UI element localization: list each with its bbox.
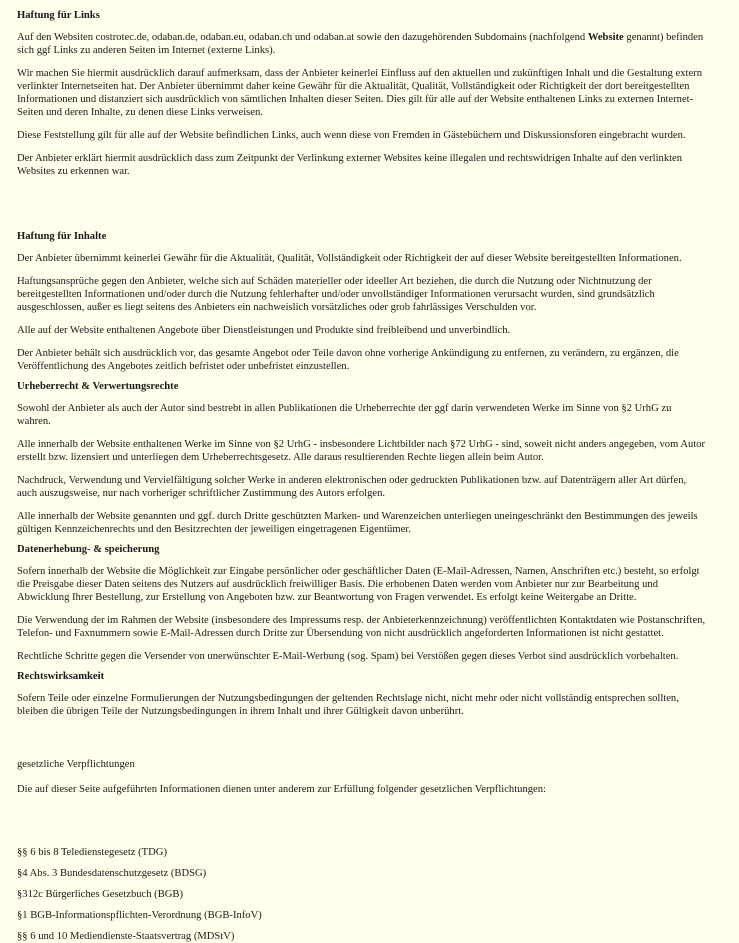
paragraph: Wir machen Sie hiermit ausdrücklich darauf aufmerksam, dass der Anbieter keinerlei Einfluss auf den aktuellen und zukünftigen Inhalt und die Gestaltung extern verlinkter Internetseiten hat. Der Anbieter übernimmt daher keine Gewähr für die Aktualität, Qualität, Vollständigkeit oder Richtigkeit der dort bereitgestellten Informationen und distanziert sich ausdrücklich von sämtlichen Inhalten dieser Seiten. Dies gilt für alle auf der Website enthaltenen Links zu externen Internet-Seiten und deren Inhalte, zu denen diese Links verweisen. [17,68,703,118]
law-list [17,846,707,943]
list-item: §312c Bürgerliches Gesetzbuch (BGB) [17,889,184,900]
paragraph: Die auf dieser Seite aufgeführten Informationen dienen unter anderem zur Erfüllung folgender gesetzlichen Verpflichtungen: [17,784,546,795]
paragraph-text: Auf den Websiten costrotec.de, odaban.de, odaban.eu, odaban.ch und odaban.at sowie den dazugehörenden Subdomains (nachfolgend [17,32,588,43]
spacer [17,806,707,846]
section-heading: Haftung für Links [17,10,100,21]
website-term: Website [587,32,624,43]
paragraph: Sowohl der Anbieter als auch der Autor sind bestrebt in allen Publikationen die Urheberrechte der ggf darin verwendeten Werke im Sinne von §2 UrhG zu wahren. [17,403,672,427]
paragraph: Die Verwendung der im Rahmen der Website (insbesondere des Impressums resp. der Anbieterkennzeichnung) veröffentlichten Kontaktdaten wie Postanschriften, Telefon- und Faxnummern sowie E-Mail-Adressen durch Dritte zur Übersendung von nicht ausdrücklich angeforderten Informationen ist nicht gestattet. [17,615,706,639]
paragraph: Rechtliche Schritte gegen die Versender von unerwünschter E-Mail-Werbung (sog. Spam) bei Verstößen gegen dieses Verbot sind ausdrücklich vorbehalten. [17,651,679,662]
paragraph: Sofern Teile oder einzelne Formulierungen der Nutzungsbedingungen der geltenden Rechtslage nicht, nicht mehr oder nicht vollständig entsprechen sollten, bleiben die übrigen Teile der Nutzungsbedingungen in ihrem Inhalt und ihrer Gültigkeit davon unberührt. [17,693,679,717]
paragraph: Haftungsansprüche gegen den Anbieter, welche sich auf Schäden materieller oder ideeller Art beziehen, die durch die Nutzung oder Nichtnutzung der bereitgestellten Informationen und/oder durch die Nutzung fehlerhafter und/oder unvollständiger Informationen verursacht wurden, sind grundsätzlich ausgeschlossen, außer es liegt seitens des Anbieters ein nachweislich vorsätzliches oder grob fahrlässiges Verschulden vor. [17,276,655,313]
list-item: §1 BGB-Informationspflichten-Verordnung (BGB-InfoV) [17,910,262,921]
paragraph: Der Anbieter behält sich ausdrücklich vor, das gesamte Angebot oder Teile davon ohne vorherige Ankündigung zu entfernen, zu verändern, zu ergänzen, die Veröffentlichung des Angebotes zeitlich befristet oder unbefristet einzustellen. [17,348,679,372]
section-heading: Urheberrecht & Verwertungsrechte [17,381,179,392]
section-heading: gesetzliche Verpflichtungen [17,759,135,770]
paragraph-text: genannt) befinden sich ggf Links zu anderen Seiten im Internet (externe Links). [17,32,704,56]
paragraph [17,31,707,57]
paragraph: Nachdruck, Verwendung und Vervielfältigung solcher Werke in anderen elektronischen oder gedruckten Publikationen bzw. auf Datenträgern aller Art dürfen, auch auszugsweise, nur nach vorheriger schriftlicher Zustimmung des Autors erfolgen. [17,475,687,499]
paragraph: Der Anbieter übernimmt keinerlei Gewähr für die Aktualität, Qualität, Vollständigkeit oder Richtigkeit der auf dieser Website bereitgestellten Informationen. [17,253,682,264]
section-heading: Rechtswirksamkeit [17,671,105,682]
section-rechtswirksamkeit [17,670,707,718]
spacer [17,728,707,758]
paragraph: Alle innerhalb der Website genannten und ggf. durch Dritte geschützten Marken- und Warenzeichen unterliegen uneingeschränkt den Bestimmungen des jeweils gültigen Kennzeichenrechts und den Besitzrechten der jeweiligen eingetragenen Eigentümer. [17,511,698,535]
paragraph: Sofern innerhalb der Website die Möglichkeit zur Eingabe persönlicher oder geschäftlicher Daten (E-Mail-Adressen, Namen, Anschriften etc.) besteht, so erfolgt die Preisgabe dieser Daten seitens des Nutzers auf ausdrücklich freiwilliger Basis. Die erhobenen Daten werden vom Anbieter nur zur Bearbeitung und Abwicklung Ihrer Bestellung, zur Erstellung von Angeboten bzw. zur Beantwortung von Fragen verwendet. Es erfolgt keine Weitergabe an Dritte. [17,566,700,603]
section-urheberrecht [17,380,707,536]
paragraph: Alle innerhalb der Website enthaltenen Werke im Sinne von §2 UrhG - insbesondere Lichtbilder nach §72 UrhG - sind, soweit nicht anders angegeben, vom Autor erstellt bzw. lizensiert und unterliegen dem Urheberrechtsgesetz. Alle daraus resultierenden Rechte liegen allein beim Autor. [17,439,706,463]
section-heading: Datenerhebung- & speicherung [17,544,160,555]
spacer [17,188,707,230]
paragraph: Alle auf der Website enthaltenen Angebote über Dienstleistungen und Produkte sind freibleibend und unverbindlich. [17,325,511,336]
list-item: §§ 6 und 10 Mediendienste-Staatsvertrag (MDStV) [17,931,235,942]
list-item: §4 Abs. 3 Bundesdatenschutzgesetz (BDSG) [17,868,207,879]
list-item: §§ 6 bis 8 Teledienstegesetz (TDG) [17,847,167,858]
section-heading: Haftung für Inhalte [17,231,107,242]
paragraph: Der Anbieter erklärt hiermit ausdrücklich dass zum Zeitpunkt der Verlinkung externer Websites keine illegalen und rechtswidrigen Inhalte auf den verlinkten Websites zu erkennen war. [17,153,683,177]
section-haftung-inhalte [17,230,707,373]
paragraph: Diese Feststellung gilt für alle auf der Website befindlichen Links, auch wenn diese von Fremden in Gästebüchern und Diskussionsforen eingebracht wurden. [17,130,686,141]
section-gesetzliche-verpflichtungen [17,758,707,943]
section-datenerhebung [17,543,707,663]
section-haftung-links [17,9,707,178]
